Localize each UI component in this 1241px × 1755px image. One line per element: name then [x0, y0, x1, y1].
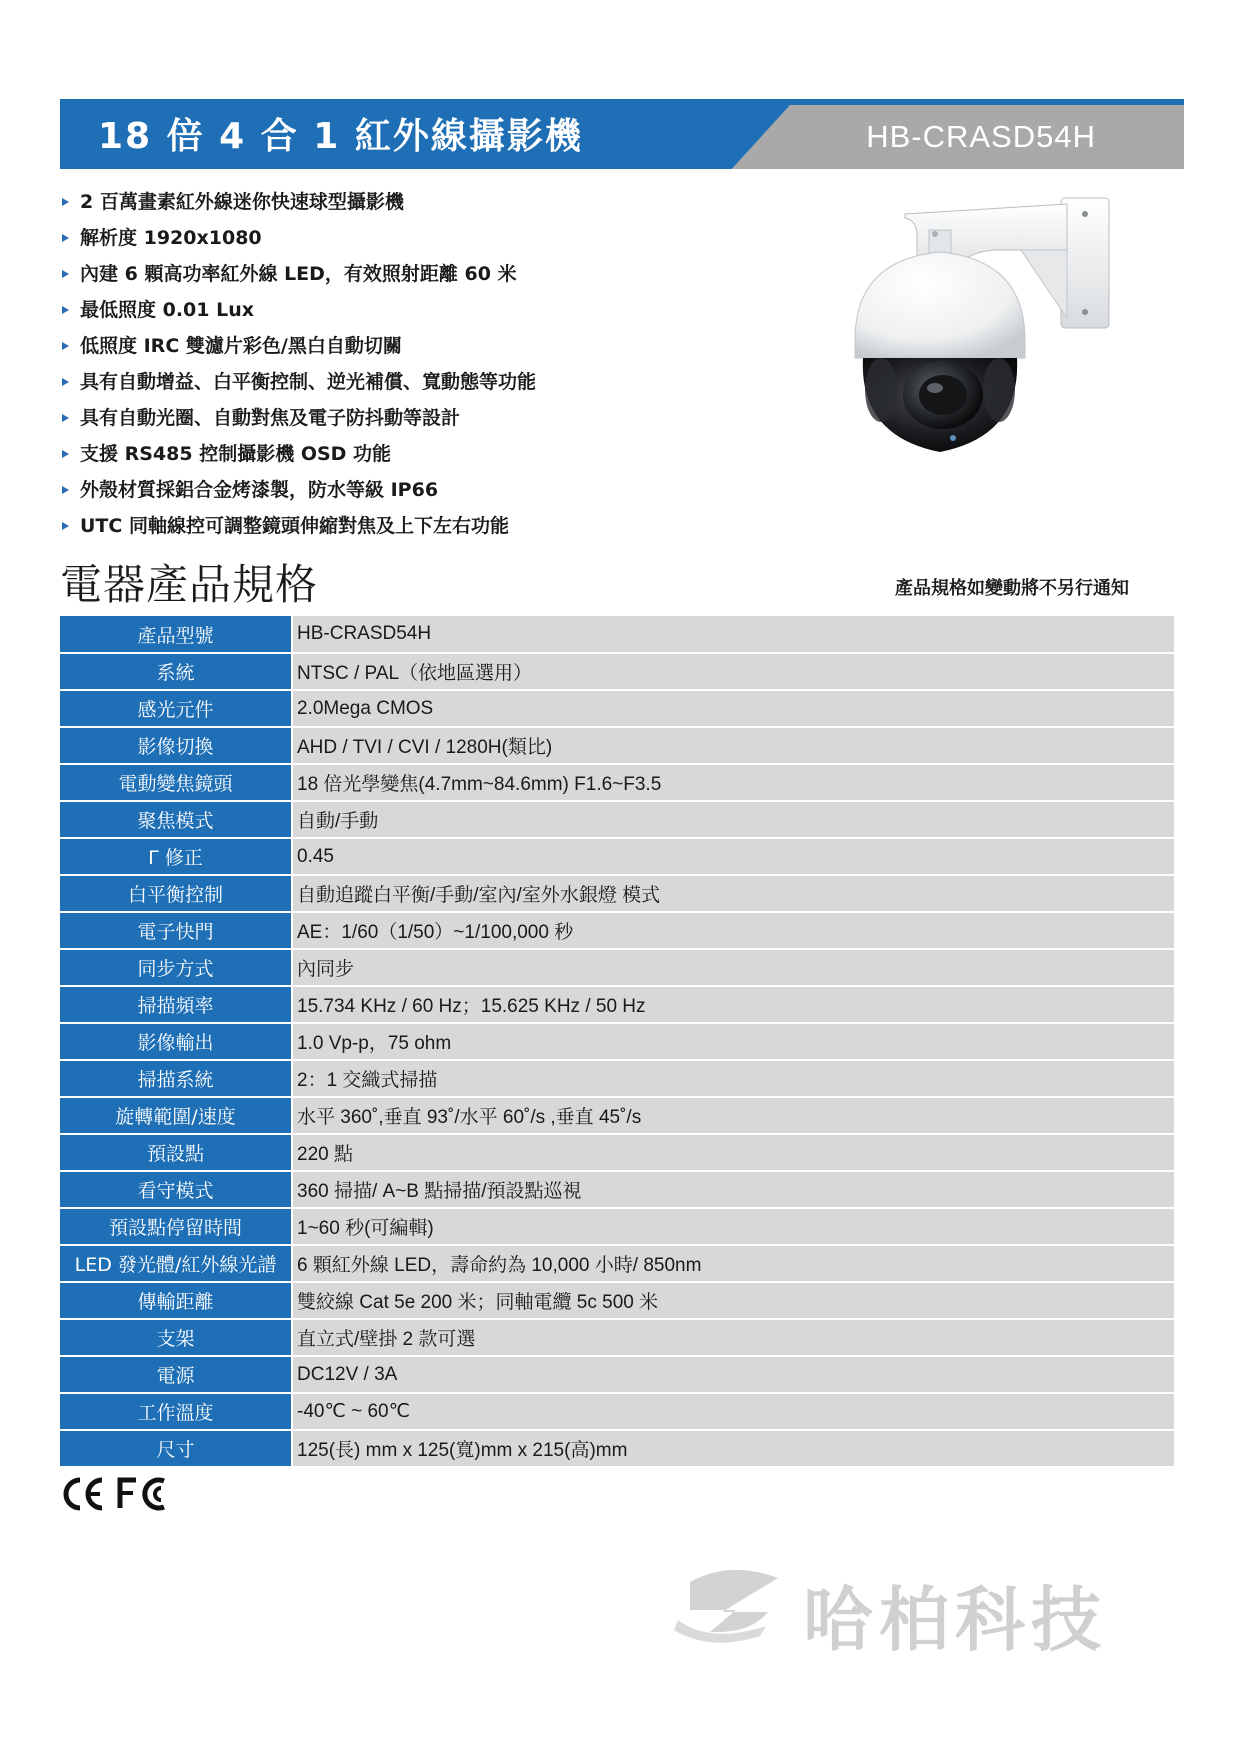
product-title: 18 倍 4 合 1 紅外線攝影機 — [98, 116, 583, 157]
feature-item — [60, 184, 820, 220]
header-banner — [60, 99, 1184, 169]
spec-value: 6 顆紅外線 LED，壽命約為 10,000 小時/ 850nm — [292, 1245, 1174, 1282]
spec-label: Γ 修正 — [60, 838, 292, 875]
table-row — [60, 1245, 1174, 1282]
feature-text: 具有自動光圈、自動對焦及電子防抖動等設計 — [80, 407, 461, 429]
feature-text: 具有自動增益、白平衡控制、逆光補償、寬動態等功能 — [80, 371, 537, 393]
bullet-triangle-icon — [62, 486, 69, 494]
spec-value: 2.0Mega CMOS — [292, 690, 1174, 727]
spec-label: 產品型號 — [60, 616, 292, 653]
spec-label: 感光元件 — [60, 690, 292, 727]
bullet-triangle-icon — [62, 414, 69, 422]
spec-change-notice: 產品規格如變動將不另行通知 — [895, 578, 1129, 599]
spec-value: 直立式/壁掛 2 款可選 — [292, 1319, 1174, 1356]
brand-z-logo-icon — [670, 1560, 790, 1650]
spec-label: 掃描頻率 — [60, 986, 292, 1023]
feature-item — [60, 292, 820, 328]
table-row — [60, 616, 1174, 653]
spec-value: 水平 360˚,垂直 93˚/水平 60˚/s ,垂直 45˚/s — [292, 1097, 1174, 1134]
feature-text: UTC 同軸線控可調整鏡頭伸縮對焦及上下左右功能 — [80, 515, 509, 537]
table-row — [60, 653, 1174, 690]
ce-fcc-marks-icon — [60, 1474, 180, 1514]
table-row — [60, 1171, 1174, 1208]
table-row — [60, 1282, 1174, 1319]
spec-value: HB-CRASD54H — [292, 616, 1174, 653]
bullet-triangle-icon — [62, 522, 69, 530]
spec-label: 影像切換 — [60, 727, 292, 764]
spec-label: 聚焦模式 — [60, 801, 292, 838]
feature-text: 低照度 IRC 雙濾片彩色/黑白自動切關 — [80, 335, 402, 357]
feature-text: 2 百萬畫素紅外線迷你快速球型攝影機 — [80, 191, 404, 213]
section-title: 電器產品規格 — [60, 560, 319, 609]
spec-label: 系統 — [60, 653, 292, 690]
feature-text: 最低照度 0.01 Lux — [80, 299, 254, 321]
spec-label: 工作溫度 — [60, 1393, 292, 1430]
table-row — [60, 764, 1174, 801]
feature-item — [60, 328, 820, 364]
spec-label: 預設點停留時間 — [60, 1208, 292, 1245]
spec-value: AHD / TVI / CVI / 1280H(類比) — [292, 727, 1174, 764]
spec-value: -40℃ ~ 60℃ — [292, 1393, 1174, 1430]
brand-name: 哈柏科技 — [803, 1579, 1107, 1661]
feature-text: 內建 6 顆高功率紅外線 LED，有效照射距離 60 米 — [80, 263, 517, 285]
feature-item — [60, 436, 820, 472]
table-row — [60, 912, 1174, 949]
spec-value: 0.45 — [292, 838, 1174, 875]
table-row — [60, 1060, 1174, 1097]
bullet-triangle-icon — [62, 378, 69, 386]
spec-label: 傳輸距離 — [60, 1282, 292, 1319]
table-row — [60, 1319, 1174, 1356]
spec-label: 旋轉範圍/速度 — [60, 1097, 292, 1134]
feature-text: 支援 RS485 控制攝影機 OSD 功能 — [80, 443, 392, 465]
table-row — [60, 986, 1174, 1023]
spec-value: 360 掃描/ A~B 點掃描/預設點巡視 — [292, 1171, 1174, 1208]
spec-value: DC12V / 3A — [292, 1356, 1174, 1393]
bullet-triangle-icon — [62, 342, 69, 350]
table-row — [60, 1097, 1174, 1134]
spec-label: 預設點 — [60, 1134, 292, 1171]
feature-item — [60, 508, 820, 544]
spec-label: 看守模式 — [60, 1171, 292, 1208]
product-model: HB-CRASD54H — [866, 119, 1096, 154]
spec-label: 電動變焦鏡頭 — [60, 764, 292, 801]
feature-item — [60, 364, 820, 400]
table-row — [60, 1430, 1174, 1467]
feature-list — [60, 184, 820, 544]
spec-value: 內同步 — [292, 949, 1174, 986]
spec-value: 自動追蹤白平衡/手動/室內/室外水銀燈 模式 — [292, 875, 1174, 912]
table-row — [60, 1393, 1174, 1430]
spec-value: NTSC / PAL（依地區選用） — [292, 653, 1174, 690]
feature-item — [60, 220, 820, 256]
feature-item — [60, 256, 820, 292]
bullet-triangle-icon — [62, 270, 69, 278]
bullet-triangle-icon — [62, 198, 69, 206]
spec-label: LED 發光體/紅外線光譜 — [60, 1245, 292, 1282]
spec-label: 尺寸 — [60, 1430, 292, 1467]
spec-value: 125(長) mm x 125(寬)mm x 215(高)mm — [292, 1430, 1174, 1467]
table-row — [60, 690, 1174, 727]
table-row — [60, 1134, 1174, 1171]
spec-label: 電子快門 — [60, 912, 292, 949]
spec-label: 支架 — [60, 1319, 292, 1356]
spec-value: 1.0 Vp-p，75 ohm — [292, 1023, 1174, 1060]
spec-label: 掃描系統 — [60, 1060, 292, 1097]
bullet-triangle-icon — [62, 234, 69, 242]
spec-label: 影像輸出 — [60, 1023, 292, 1060]
brand-logo — [670, 1560, 1180, 1661]
spec-value: AE：1/60（1/50）~1/100,000 秒 — [292, 912, 1174, 949]
spec-value: 2：1 交織式掃描 — [292, 1060, 1174, 1097]
table-row — [60, 1208, 1174, 1245]
banner-top-line — [60, 99, 1184, 105]
feature-text: 外殼材質採鋁合金烤漆製，防水等級 IP66 — [80, 479, 439, 501]
spec-value: 自動/手動 — [292, 801, 1174, 838]
spec-value: 220 點 — [292, 1134, 1174, 1171]
table-row — [60, 801, 1174, 838]
feature-text: 解析度 1920x1080 — [80, 227, 262, 249]
table-row — [60, 727, 1174, 764]
spec-value: 18 倍光學變焦(4.7mm~84.6mm) F1.6~F3.5 — [292, 764, 1174, 801]
bullet-triangle-icon — [62, 450, 69, 458]
spec-label: 同步方式 — [60, 949, 292, 986]
table-row — [60, 838, 1174, 875]
spec-value: 1~60 秒(可編輯) — [292, 1208, 1174, 1245]
table-row — [60, 949, 1174, 986]
spec-value: 雙絞線 Cat 5e 200 米；同軸電纜 5c 500 米 — [292, 1282, 1174, 1319]
table-row — [60, 1356, 1174, 1393]
feature-item — [60, 400, 820, 436]
ptz-camera-image — [845, 190, 1125, 510]
table-row — [60, 1023, 1174, 1060]
feature-item — [60, 472, 820, 508]
table-row — [60, 875, 1174, 912]
bullet-triangle-icon — [62, 306, 69, 314]
spec-label: 電源 — [60, 1356, 292, 1393]
spec-label: 白平衡控制 — [60, 875, 292, 912]
spec-table — [60, 616, 1174, 1468]
spec-value: 15.734 KHz / 60 Hz；15.625 KHz / 50 Hz — [292, 986, 1174, 1023]
